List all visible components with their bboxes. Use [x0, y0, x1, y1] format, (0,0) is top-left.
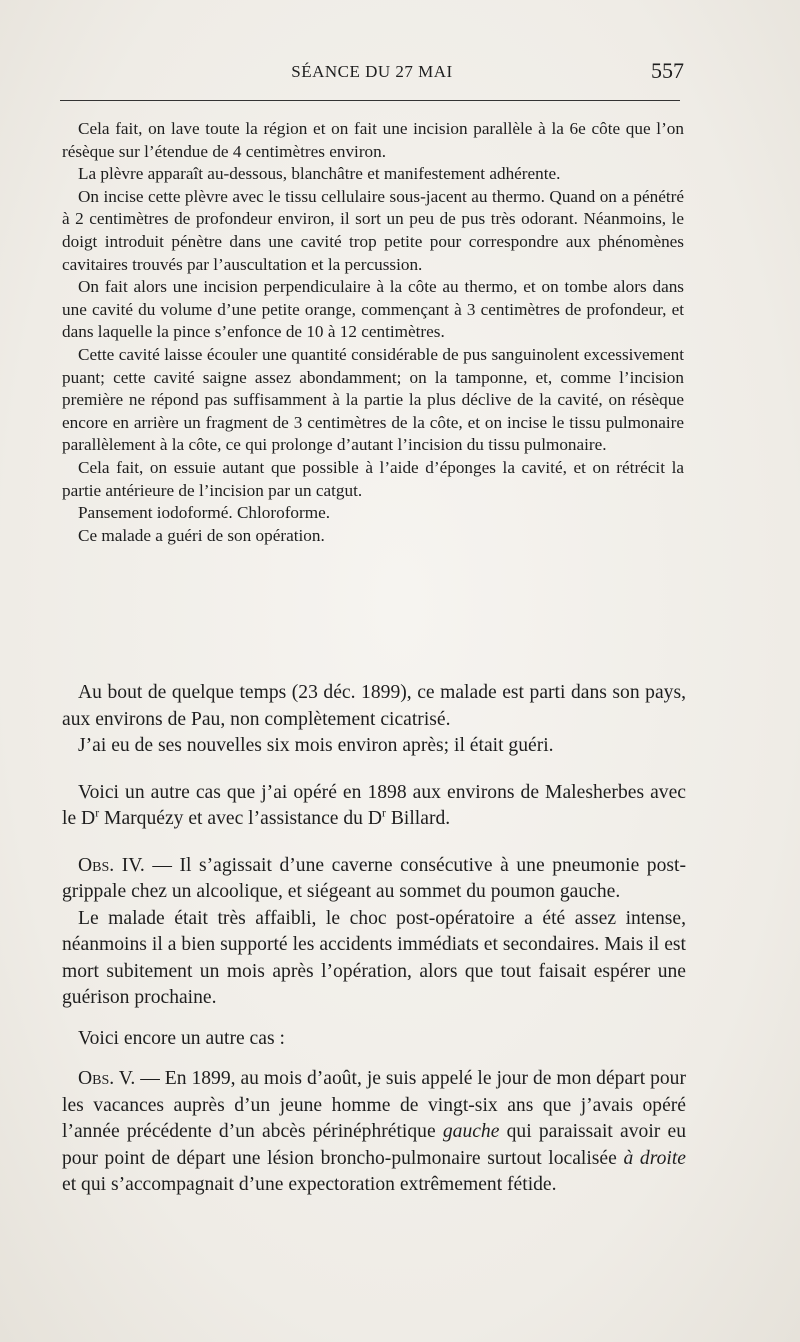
italic-text: gauche	[442, 1121, 500, 1142]
paragraph: Ce malade a guéri de son opération.	[78, 525, 325, 545]
observation-label: Obs. V.	[78, 1068, 136, 1089]
text-run: qui paraissait avoir eu pour point de départ une lésion broncho-pulmonaire surtout localisée	[62, 1121, 686, 1169]
paragraph: On fait alors une incision perpendiculaire à la côte au thermo, et on tombe alors dans une cavité du volume d’une petite orange, commençant à 3 centimètres de profondeur, et dans laquelle la pince s’enfonce de 10 à 12 centimètres.	[62, 277, 684, 342]
running-head	[60, 58, 684, 88]
text-run: Voici un autre cas que j’ai opéré en 1898 aux environs de Malesherbes avec le D	[62, 781, 686, 829]
superscript: r	[95, 806, 100, 820]
text-run: Billard.	[385, 808, 451, 829]
paragraph: Pansement iodoformé. Chloroforme.	[78, 503, 331, 523]
observation-iv	[62, 853, 686, 906]
paragraph: On incise cette plèvre avec le tissu cellulaire sous-jacent au thermo. Quand on a pénétré à 2 centimètres de profondeur environ, il sort un peu de pus très odorant. Néanmoins, le doigt introduit pénètre dans une cavité trop petite pour correspondre aux phénomènes cavitaires trouvés par l’auscultation et la percussion.	[62, 186, 684, 274]
text-run: Marquézy et avec l’assistance du D	[99, 808, 383, 829]
operation-description	[62, 118, 684, 547]
observation-v	[62, 1066, 686, 1199]
italic-text: à droite	[623, 1147, 686, 1169]
paragraph: La plèvre apparaît au-dessous, blanchâtre et manifestement adhérente.	[78, 164, 561, 184]
paragraph: Voici encore un autre cas :	[78, 1027, 285, 1049]
paragraph: Au bout de quelque temps (23 déc. 1899), ce malade est parti dans son pays, aux environs de Pau, non complètement cicatrisé.	[62, 682, 686, 730]
text-run: et qui s’accompagnait d’une expectoration extrêmement fétide.	[62, 1174, 557, 1195]
header-rule	[60, 100, 680, 101]
running-title: SÉANCE DU 27 MAI	[291, 62, 453, 81]
paragraph: Cela fait, on essuie autant que possible à l’aide d’éponges la cavité, et on rétrécit la partie antérieure de l’incision par un catgut.	[62, 457, 684, 500]
paragraph: Cela fait, on lave toute la région et on fait une incision parallèle à la 6e côte que l’on résèque sur l’étendue de 4 centimètres environ.	[62, 119, 684, 161]
observation-label: Obs. IV.	[78, 854, 145, 876]
paragraph	[62, 780, 686, 833]
page-number: 557	[651, 58, 684, 83]
text-run: — En 1899, au mois d’août, je suis appelé le jour de mon départ pour les vacances auprès d’un jeune homme de vingt-six ans que j’avais opéré l’année précédente d’un abcès périnéphrétique	[62, 1068, 686, 1142]
text-run: — Il s’agissait d’une caverne consécutive à une pneumonie post-grippale chez un alcoolique, et siégeant au sommet du poumon gauche.	[62, 854, 686, 902]
paragraph: Cette cavité laisse écouler une quantité considérable de pus sanguinolent excessivement puant; cette cavité saigne assez abondamment; on la tamponne, et, comme l’incision première ne répond pas suffisamment à la partie la plus déclive de la cavité, on résèque encore en arrière un fragment de 3 centimètres de la côte, et on incise le tissu pulmonaire parallèlement à la côte, ce qui prolonge d’autant l’incision du tissu pulmonaire.	[62, 344, 684, 455]
paragraph: Le malade était très affaibli, le choc post-opératoire a été assez intense, néanmoins il a bien supporté les accidents immédiats et secondaires. Mais il est mort subitement un mois après l’opération, alors que tout faisait espérer une guérison prochaine.	[62, 907, 686, 1008]
case-narrative	[62, 680, 686, 1199]
paragraph: J’ai eu de ses nouvelles six mois environ après; il était guéri.	[78, 735, 554, 756]
superscript: r	[382, 806, 386, 820]
